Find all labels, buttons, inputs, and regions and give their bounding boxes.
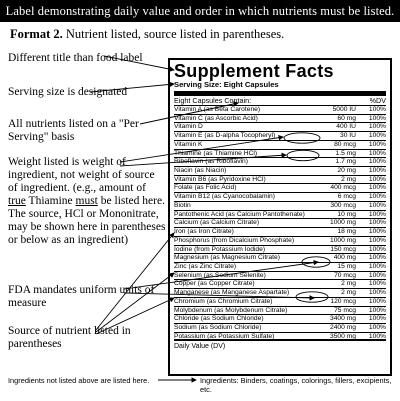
header-banner: Label demonstrating daily value and order in which nutrients must be listed. [0,0,400,22]
nutrient-name: Chloride (as Sodium Chloride) [174,315,264,323]
nutrient-dv: 100% [368,323,386,331]
nutrient-amount: 1000 mg [329,219,356,227]
serving-size: Serving Size: Eight Capsules [174,80,279,89]
nutrient-amount: 30 IU [340,132,356,140]
table-row [174,141,386,150]
nutrient-name: Sodium (as Sodium Chloride) [174,323,262,331]
nutrient-dv: 100% [368,297,386,305]
nutrient-name: Copper (as Copper Citrate) [174,280,255,288]
nutrient-name: Phosphorus (from Dicalcium Phosphate) [174,236,295,244]
nutrient-amount: 2 mg [341,175,356,183]
nutrient-name: Pantothenic Acid (as Calcium Pantothenate) [174,210,305,218]
table-row [174,246,386,255]
nutrient-amount: 2 mg [341,280,356,288]
table-row [174,254,386,263]
supplement-facts-panel [168,58,392,376]
nutrient-dv: 100% [368,306,386,314]
daily-value-note: Daily Value (DV) [174,343,226,351]
nutrient-dv: 100% [368,289,386,297]
nutrient-amount: 400 mg [333,254,356,262]
nutrient-dv: 100% [368,245,386,253]
format-description: Nutrient listed, source listed in parentheses. [65,27,285,41]
note-weight-part-c: be listed here. The source, HCl or Mononitrate, may be shown here in parentheses or below as an ingredient) [8,195,166,246]
nutrient-amount: 60 mg [337,114,356,122]
arrow-source-1 [96,233,174,330]
table-row [174,324,386,333]
format-label: Format 2. [10,27,63,41]
nutrient-dv: 100% [368,280,386,288]
table-row [174,272,386,281]
table-row [174,176,386,185]
nutrient-amount: 70 mcg [334,271,356,279]
nutrient-dv: 100% [368,193,386,201]
nutrient-dv: 100% [368,201,386,209]
format-heading [10,26,390,42]
nutrient-dv: 100% [368,262,386,270]
nutrient-dv: 100% [368,210,386,218]
nutrient-name: Iodine (from Potassium Iodide) [174,245,266,253]
nutrient-name: Calcium (as Calcium Citrate) [174,219,260,227]
table-row [174,193,386,202]
nutrient-dv: 100% [368,254,386,262]
nutrient-dv: 100% [368,158,386,166]
table-row [174,228,386,237]
table-row [174,219,386,228]
nutrient-dv: 100% [368,315,386,323]
nutrient-name: Chromium (as Chromium Citrate) [174,297,273,305]
nutrient-amount: 6 mcg [337,193,356,201]
nutrient-table [174,106,386,341]
nutrient-amount: 150 mcg [330,245,356,253]
nutrient-amount: 18 mg [337,228,356,236]
nutrient-amount: 400 mcg [330,184,356,192]
table-row [174,123,386,132]
table-row [174,298,386,307]
nutrient-name: Potassium (as Potassium Sulfate) [174,332,275,340]
table-row [174,307,386,316]
nutrient-dv: 100% [368,228,386,236]
table-row [174,167,386,176]
nutrient-name: Biotin [174,201,191,209]
footer-left-note: Ingredients not listed above are listed here. [8,376,150,385]
nutrient-dv: 100% [368,123,386,131]
nutrient-amount: 3400 mg [329,315,356,323]
note-weight-part-b: Thiamine [25,195,76,207]
column-contains: Eight Capsules Contain: [174,96,252,105]
nutrient-name: Vitamin A (as Beta Carotene) [174,106,261,113]
nutrient-amount: 2 mg [341,289,356,297]
nutrient-name: Vitamin D [174,123,203,131]
note-fda: FDA mandates uniform units of measure [8,284,155,309]
nutrient-name: Vitamin C (as Ascorbic Acid) [174,114,258,122]
table-row [174,106,386,115]
nutrient-amount: 10 mg [337,210,356,218]
nutrient-name: Selenium (as Sodium Selenite) [174,271,266,279]
table-row [174,150,386,159]
nutrient-name: Vitamin B12 (as Cyanocobalamin) [174,193,275,201]
panel-title: Supplement Facts [174,61,334,81]
nutrient-name: Manganese (as Manganese Aspartate) [174,289,290,297]
footer-ingredients: Ingredients: Binders, coatings, colorings, fillers, excipients, etc. [200,376,392,394]
nutrient-name: Zinc (as Zinc Citrate) [174,262,237,270]
column-dv: %DV [369,96,386,105]
nutrient-amount: 400 IU [336,123,356,131]
table-row [174,263,386,272]
nutrient-dv: 100% [368,149,386,157]
note-weight-true: true [8,195,26,207]
nutrient-dv: 100% [368,140,386,148]
nutrient-amount: 75 mcg [334,306,356,314]
nutrient-dv: 100% [368,114,386,122]
nutrient-name: Molybdenum (as Molybdenum Citrate) [174,306,288,314]
note-source: Source of nutrient listed in parentheses [8,325,131,350]
nutrient-name: Vitamin E (as D-alpha Tocopheryl) [174,132,276,140]
table-row [174,237,386,246]
nutrient-dv: 100% [368,184,386,192]
note-weight-must: must [75,195,98,207]
note-per-serving: All nutrients listed on a "Per Serving" basis [8,118,139,143]
nutrient-name: Vitamin K [174,140,203,148]
table-row [174,158,386,167]
nutrient-amount: 5000 IU [332,106,356,113]
table-row [174,280,386,289]
nutrient-name: Riboflavin (as Riboflavin) [174,158,248,166]
nutrient-name: Thiamine (as Thiamine HCl) [174,149,258,157]
table-row [174,115,386,124]
nutrient-name: Niacin (as Niacin) [174,167,227,175]
note-weight-part-a: Weight listed is weight of ingredient, not weight of source of ingredient. (e.g., amount of [8,156,155,194]
nutrient-name: Iron (as Iron Citrate) [174,228,234,236]
nutrient-name: Vitamin B6 (as Pyridoxine HCl) [174,175,266,183]
nutrient-amount: 120 mcg [330,297,356,305]
table-row [174,315,386,324]
nutrient-dv: 100% [368,132,386,140]
nutrient-dv: 100% [368,106,386,113]
table-row [174,202,386,211]
note-serving: Serving size is designated [8,86,128,98]
nutrient-amount: 20 mg [337,167,356,175]
note-weight [8,156,166,247]
nutrient-dv: 100% [368,332,386,340]
table-row [174,211,386,220]
nutrient-amount: 300 mcg [330,201,356,209]
nutrient-dv: 100% [368,167,386,175]
table-row [174,184,386,193]
nutrient-dv: 100% [368,175,386,183]
note-title: Different title than food label [8,52,143,64]
table-row [174,132,386,141]
column-header [174,96,386,106]
nutrient-name: Folate (as Folic Acid) [174,184,237,192]
nutrient-amount: 3500 mg [329,332,356,340]
nutrient-dv: 100% [368,271,386,279]
nutrient-dv: 100% [368,236,386,244]
table-row [174,289,386,298]
nutrient-amount: 1000 mg [329,236,356,244]
nutrient-amount: 1.7 mg [335,158,356,166]
nutrient-amount: 2400 mg [329,323,356,331]
nutrient-amount: 15 mg [337,262,356,270]
nutrient-amount: 80 mcg [334,140,356,148]
nutrient-amount: 1.5 mg [335,149,356,157]
table-row [174,333,386,342]
nutrient-name: Magnesium (as Magnesium Citrate) [174,254,280,262]
nutrient-dv: 100% [368,219,386,227]
